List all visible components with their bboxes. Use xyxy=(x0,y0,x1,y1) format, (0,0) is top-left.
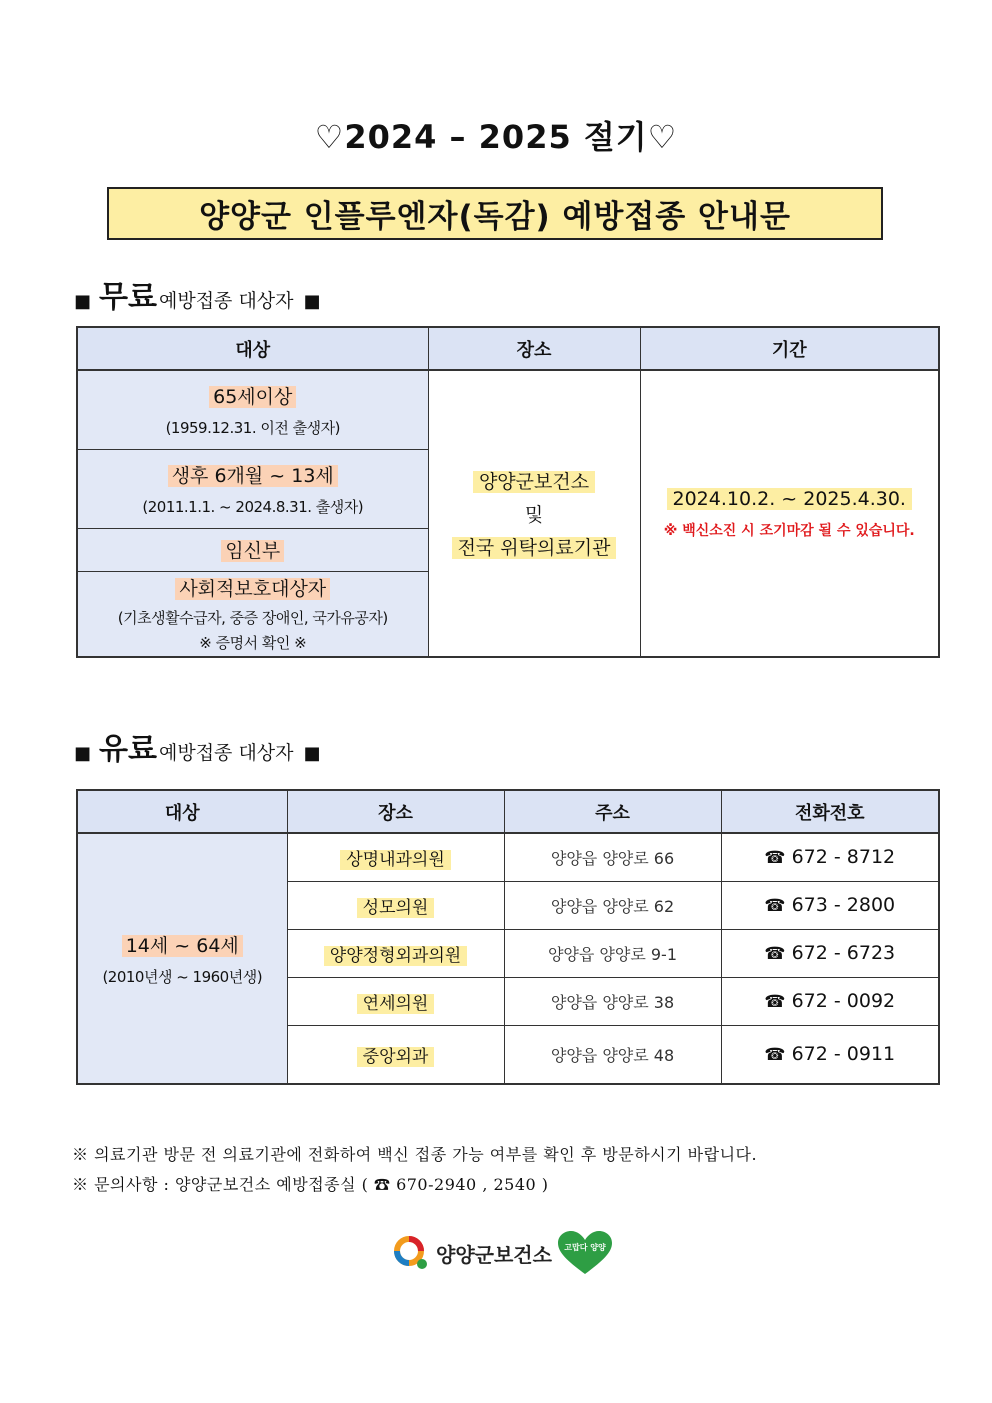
paid-heading-text: 예방접종 대상자 xyxy=(158,742,294,764)
clinic-phone-cell xyxy=(721,833,939,881)
clinic-name: 상명내과의원 xyxy=(340,850,451,870)
clinic-phone-cell xyxy=(721,977,939,1025)
target-main: 임신부 xyxy=(221,540,284,562)
target-cell xyxy=(77,370,428,449)
period-cell xyxy=(640,370,939,657)
clinic-address: 양양읍 양양로 9-1 xyxy=(504,929,721,977)
note-call-ahead: ※ 의료기관 방문 전 의료기관에 전화하여 백신 접종 가능 여부를 확인 후 방문하시기 바랍니다. xyxy=(72,1145,758,1164)
health-center-logo xyxy=(392,1230,614,1276)
clinic-address: 양양읍 양양로 62 xyxy=(504,881,721,929)
paid-emph: 유료 xyxy=(99,732,157,767)
target-main: 65세이상 xyxy=(209,386,296,408)
heart-text: 고맙다 양양 xyxy=(564,1243,606,1252)
period-note: ※ 백신소진 시 조기마감 될 수 있습니다. xyxy=(663,522,915,539)
clinic-name: 연세의원 xyxy=(357,994,435,1014)
square-bullet-icon: ■ xyxy=(303,291,321,312)
clinic-name-cell xyxy=(287,1025,504,1084)
notice-banner: 양양군 인플루엔자(독감) 예방접종 안내문 xyxy=(107,187,883,240)
square-bullet-icon: ■ xyxy=(74,743,92,764)
clinic-phone-cell xyxy=(721,881,939,929)
phone-icon: ☎ xyxy=(764,896,786,916)
free-section-heading xyxy=(74,272,321,316)
clinic-phone: 673 - 2800 xyxy=(791,894,896,916)
place-and: 및 xyxy=(524,504,544,526)
header-place: 장소 xyxy=(428,327,640,370)
logo-text: 양양군보건소 xyxy=(436,1242,552,1267)
square-bullet-icon: ■ xyxy=(303,743,321,764)
header-target: 대상 xyxy=(77,327,428,370)
page-title: ♡2024 – 2025 절기♡ xyxy=(314,118,678,156)
paid-target-cell xyxy=(77,833,287,1084)
note-inquiry: ※ 문의사항 : 양양군보건소 예방접종실 ( ☎ 670-2940 , 2540 ) xyxy=(72,1175,549,1194)
phone-icon: ☎ xyxy=(764,944,786,964)
logo-mark-icon xyxy=(392,1234,430,1272)
clinic-name: 중앙외과 xyxy=(357,1047,435,1067)
header-target: 대상 xyxy=(77,790,287,833)
clinic-name-cell xyxy=(287,881,504,929)
clinic-phone: 672 - 6723 xyxy=(791,942,896,964)
free-vaccination-table xyxy=(76,326,940,658)
clinic-address: 양양읍 양양로 66 xyxy=(504,833,721,881)
target-cell xyxy=(77,571,428,657)
header-period: 기간 xyxy=(640,327,939,370)
phone-icon: ☎ xyxy=(764,1045,786,1066)
clinic-phone-cell xyxy=(721,1025,939,1084)
clinic-address: 양양읍 양양로 48 xyxy=(504,1025,721,1084)
clinic-name: 성모의원 xyxy=(357,898,435,918)
clinic-phone: 672 - 8712 xyxy=(791,846,896,869)
phone-icon: ☎ xyxy=(764,992,786,1012)
free-emph: 무료 xyxy=(99,280,157,315)
heart-icon xyxy=(556,1230,614,1276)
header-phone: 전화전호 xyxy=(721,790,939,833)
paid-section-heading xyxy=(74,724,321,768)
target-sub: (2011.1.1. ~ 2024.8.31. 출생자) xyxy=(142,497,364,516)
header-place: 장소 xyxy=(287,790,504,833)
period-text: 2024.10.2. ~ 2025.4.30. xyxy=(667,488,912,510)
clinic-address: 양양읍 양양로 38 xyxy=(504,977,721,1025)
target-sub2: ※ 증명서 확인 ※ xyxy=(199,634,307,653)
clinic-name-cell xyxy=(287,833,504,881)
square-bullet-icon: ■ xyxy=(74,291,92,312)
target-sub: (1959.12.31. 이전 출생자) xyxy=(165,418,340,437)
place-line2: 전국 위탁의료기관 xyxy=(452,537,617,559)
free-heading-text: 예방접종 대상자 xyxy=(158,290,294,312)
target-cell xyxy=(77,528,428,571)
place-line1: 양양군보건소 xyxy=(473,471,595,493)
header-address: 주소 xyxy=(504,790,721,833)
clinic-name-cell xyxy=(287,929,504,977)
paid-target-sub: (2010년생 ~ 1960년생) xyxy=(102,967,263,986)
target-sub: (기초생활수급자, 중증 장애인, 국가유공자) xyxy=(117,609,388,628)
clinic-phone: 672 - 0911 xyxy=(791,1043,896,1066)
clinic-name-cell xyxy=(287,977,504,1025)
paid-vaccination-table xyxy=(76,789,940,1085)
place-cell xyxy=(428,370,640,657)
target-main: 생후 6개월 ~ 13세 xyxy=(168,465,338,487)
paid-target-main: 14세 ~ 64세 xyxy=(122,935,243,957)
clinic-phone-cell xyxy=(721,929,939,977)
clinic-name: 양양정형외과의원 xyxy=(324,946,467,966)
target-main: 사회적보호대상자 xyxy=(175,578,330,600)
clinic-phone: 672 - 0092 xyxy=(791,990,896,1012)
target-cell xyxy=(77,449,428,528)
phone-icon: ☎ xyxy=(764,848,786,869)
